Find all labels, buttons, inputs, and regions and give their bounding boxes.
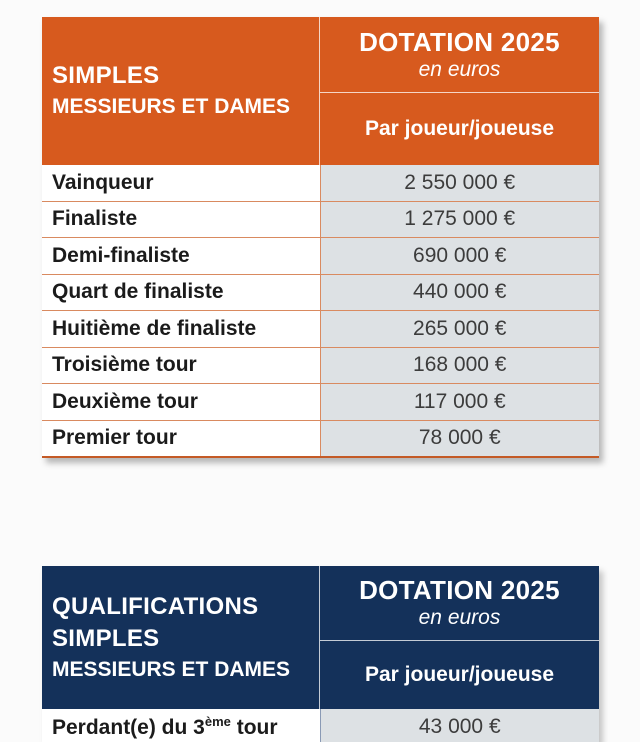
prize-value: 440 000 € bbox=[320, 274, 599, 311]
table-row bbox=[42, 165, 599, 201]
round-label-end: tour bbox=[230, 715, 278, 739]
prize-value: 117 000 € bbox=[320, 384, 599, 421]
round-label: Premier tour bbox=[42, 420, 320, 457]
prize-value: 43 000 € bbox=[320, 709, 599, 742]
round-label: Demi-finaliste bbox=[42, 238, 320, 275]
prize-value: 265 000 € bbox=[320, 311, 599, 348]
table-row bbox=[42, 347, 599, 384]
round-label-sup: ème bbox=[204, 713, 231, 729]
table-header bbox=[42, 17, 599, 165]
prize-value: 2 550 000 € bbox=[320, 165, 599, 201]
prize-rows bbox=[42, 165, 599, 458]
title-line-1: SIMPLES bbox=[52, 62, 160, 89]
column-header: Par joueur/joueuse bbox=[364, 117, 555, 140]
dotation-subtitle: en euros bbox=[418, 606, 501, 629]
prize-value: 168 000 € bbox=[320, 347, 599, 384]
table-row bbox=[42, 311, 599, 348]
title-line-1: QUALIFICATIONS bbox=[52, 592, 259, 620]
table-row bbox=[42, 238, 599, 275]
dotation-header bbox=[320, 17, 599, 165]
table-row bbox=[42, 274, 599, 311]
table-row bbox=[42, 709, 599, 742]
table-row bbox=[42, 384, 599, 421]
dotation-subtitle: en euros bbox=[418, 57, 501, 81]
title-line-2: MESSIEURS ET DAMES bbox=[52, 95, 291, 118]
prize-table-singles bbox=[42, 17, 599, 458]
prize-rows bbox=[42, 709, 599, 742]
round-label: Vainqueur bbox=[42, 165, 320, 201]
prize-value: 690 000 € bbox=[320, 238, 599, 275]
table-header bbox=[42, 566, 599, 709]
table-row bbox=[42, 201, 599, 238]
dotation-block bbox=[320, 566, 599, 641]
round-label: Deuxième tour bbox=[42, 384, 320, 421]
table-title bbox=[42, 566, 320, 709]
table-title bbox=[42, 17, 320, 165]
dotation-block bbox=[320, 17, 599, 93]
round-label: Huitième de finaliste bbox=[42, 311, 320, 348]
table-row bbox=[42, 420, 599, 457]
column-header: Par joueur/joueuse bbox=[364, 663, 555, 686]
dotation-header bbox=[320, 566, 599, 709]
dotation-title: DOTATION 2025 bbox=[359, 26, 560, 57]
round-label: Finaliste bbox=[42, 201, 320, 238]
dotation-title: DOTATION 2025 bbox=[359, 575, 560, 605]
round-label-main: Perdant(e) du 3 bbox=[52, 715, 205, 739]
prize-table-qualifications bbox=[42, 566, 599, 742]
round-label bbox=[42, 709, 320, 742]
prize-value: 78 000 € bbox=[320, 420, 599, 457]
round-label: Troisième tour bbox=[42, 347, 320, 384]
title-line-3: MESSIEURS ET DAMES bbox=[52, 657, 291, 681]
round-label: Quart de finaliste bbox=[42, 274, 320, 311]
prize-value: 1 275 000 € bbox=[320, 201, 599, 238]
title-line-2: SIMPLES bbox=[52, 624, 160, 652]
